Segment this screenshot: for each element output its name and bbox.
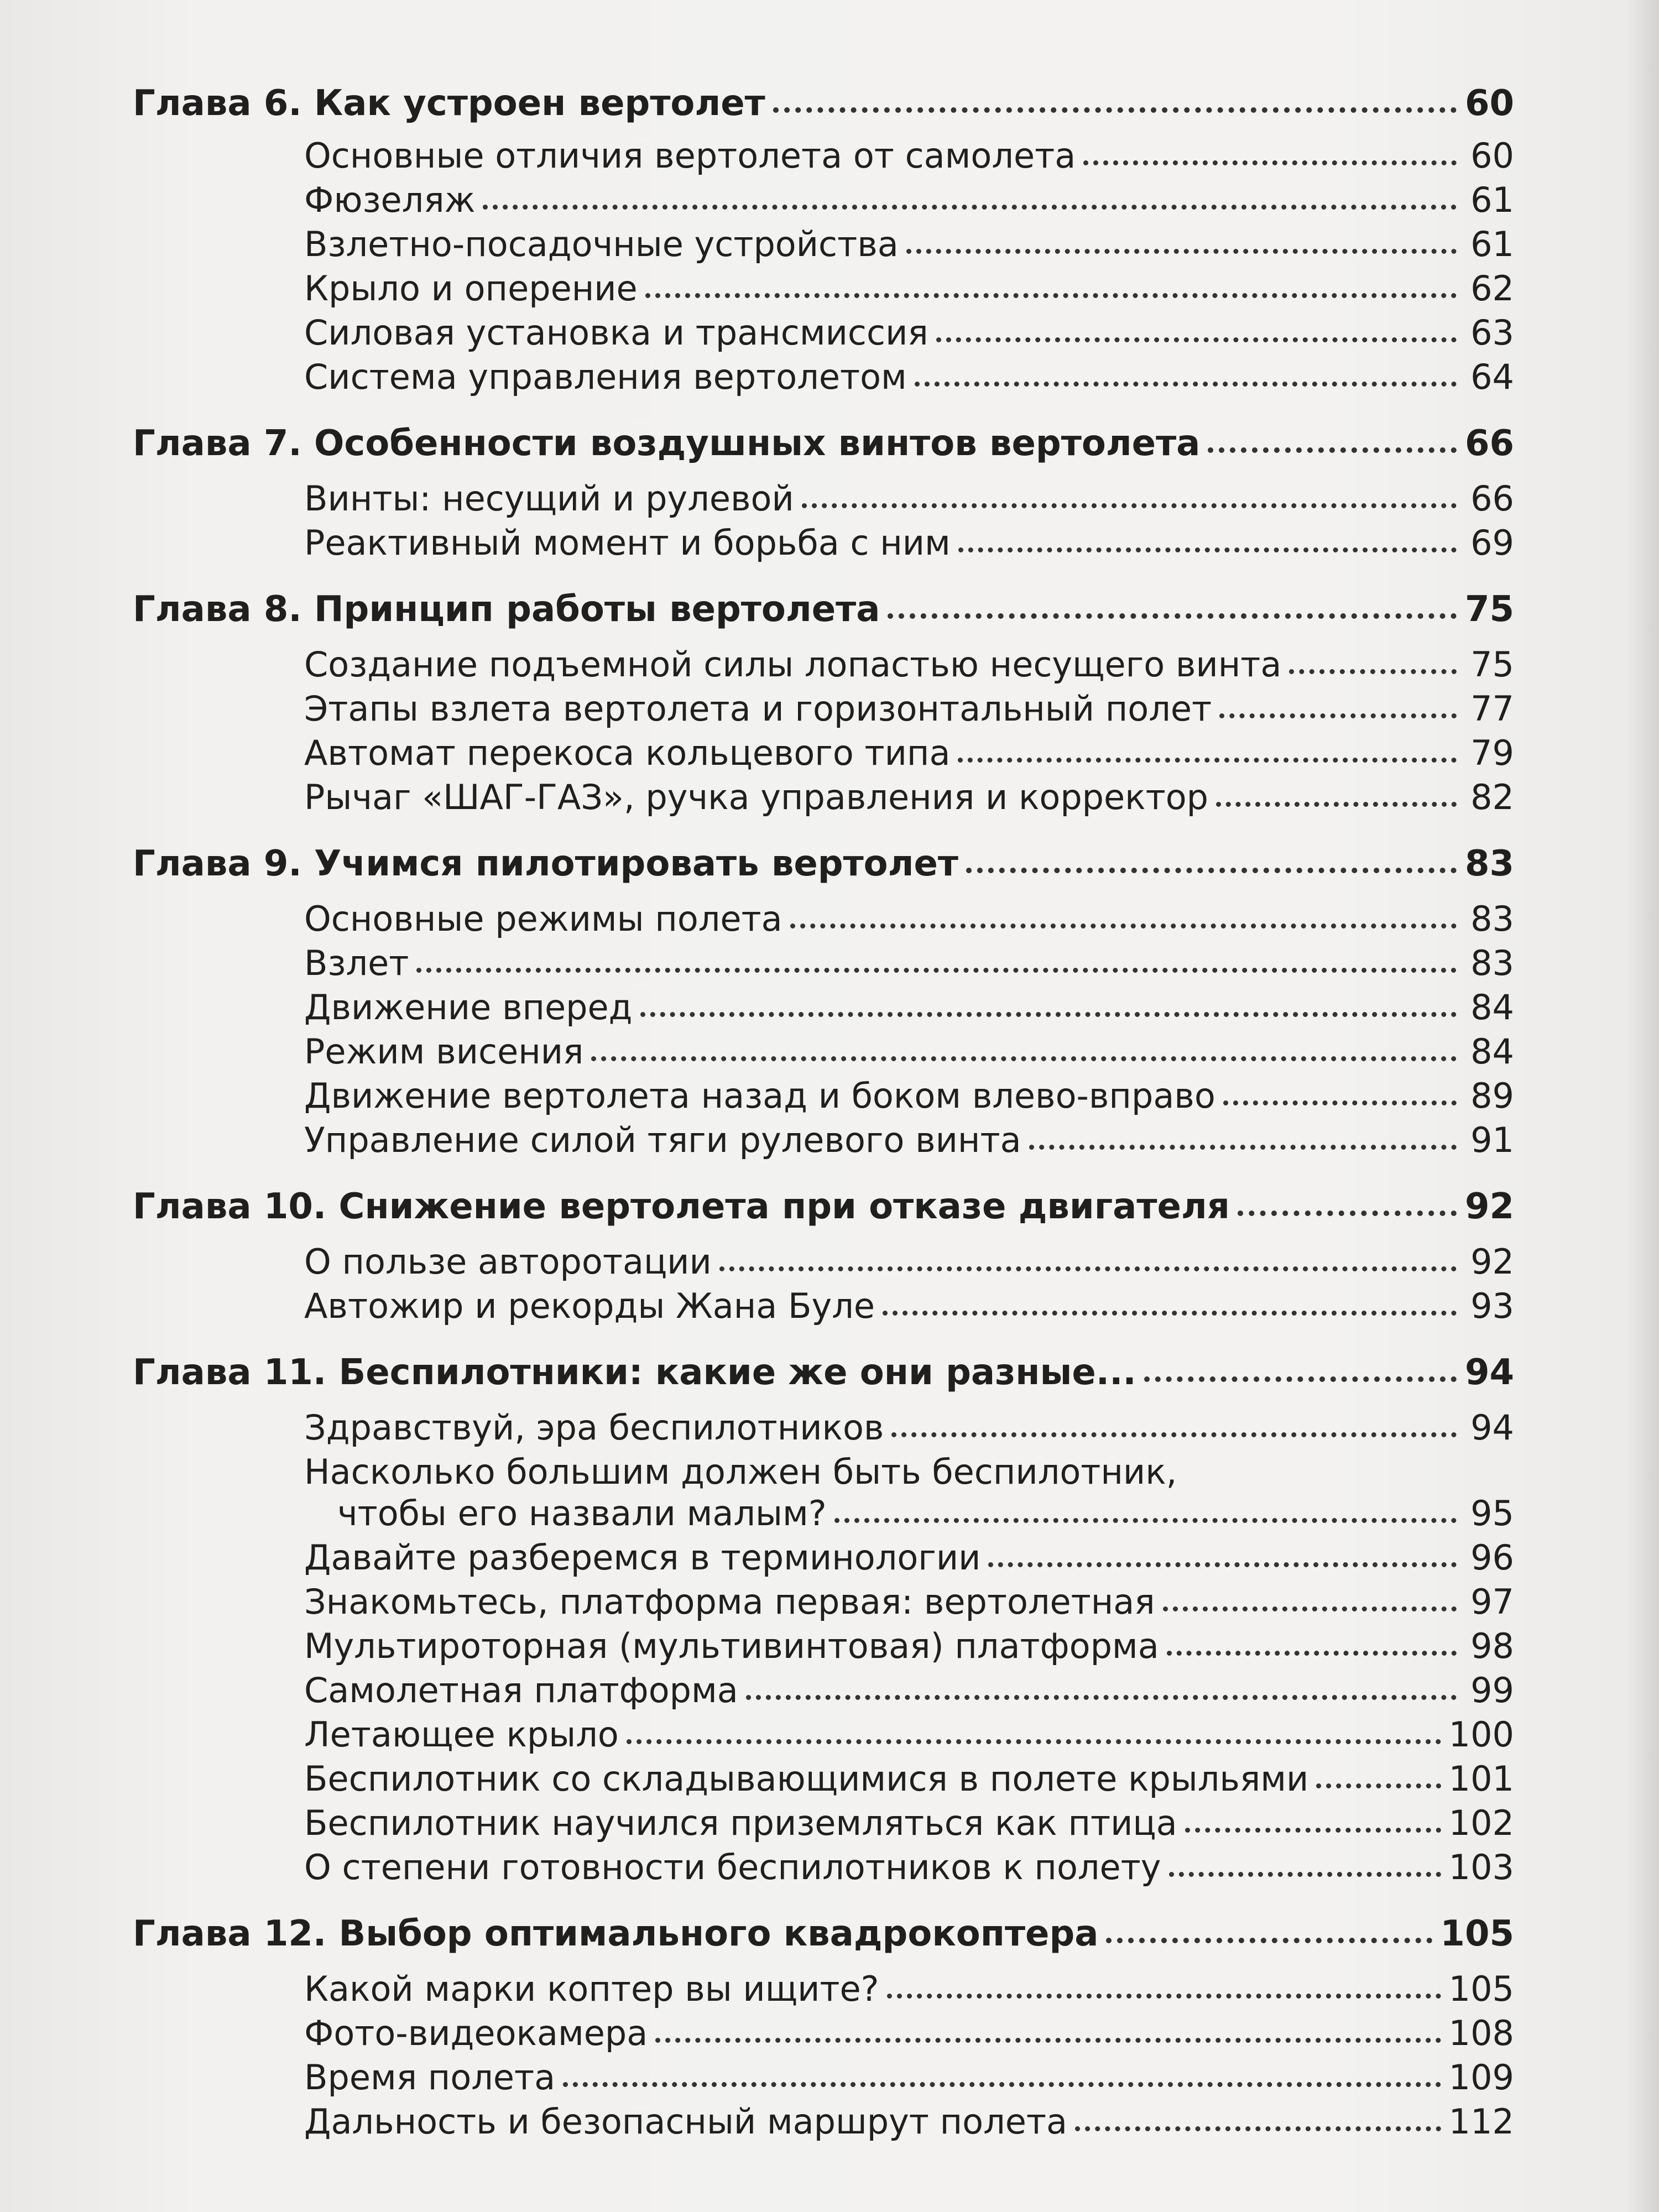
page-number: 108 [1448, 2013, 1514, 2053]
section-title: Знакомьтесь, платформа первая: вертолетная [304, 1582, 1155, 1622]
section-title: Управление силой тяги рулевого винта [304, 1120, 1021, 1160]
dot-leader [1185, 1828, 1441, 1833]
section-title: Система управления вертолетом [304, 357, 907, 397]
section-title: Мультироторная (мультивинтовая) платформа [304, 1626, 1159, 1666]
toc-section-row [304, 777, 1514, 827]
toc-section-row [304, 1969, 1514, 2018]
toc-chapter-row [133, 843, 1514, 893]
toc-section-row [304, 1241, 1514, 1291]
page-number: 96 [1470, 1537, 1514, 1578]
page-number: 63 [1470, 312, 1514, 353]
dot-leader [1167, 1651, 1457, 1656]
dot-leader [1289, 669, 1457, 674]
page-number: 84 [1470, 987, 1514, 1027]
dot-leader [719, 1266, 1457, 1271]
chapter-title: Глава 7. Особенности воздушных винтов вертолета [133, 423, 1201, 464]
toc-section-row [304, 943, 1514, 993]
toc-chapter-row [133, 1352, 1514, 1402]
dot-leader [416, 968, 1457, 973]
toc-section-row [304, 1537, 1514, 1587]
dot-leader [1208, 447, 1457, 453]
dot-leader [1223, 1100, 1457, 1105]
page-number: 69 [1470, 523, 1514, 563]
toc-section-row [304, 1031, 1514, 1081]
toc-section-row [304, 1076, 1514, 1125]
page-number: 100 [1448, 1714, 1514, 1755]
toc-section-row [304, 1582, 1514, 1631]
dot-leader [1216, 802, 1457, 807]
section-title: Какой марки коптер вы ищите? [304, 1969, 879, 2009]
page-number: 75 [1464, 589, 1514, 630]
dot-leader [645, 293, 1457, 298]
page-number: 66 [1470, 478, 1514, 519]
page-number: 102 [1448, 1803, 1514, 1843]
chapter-title: Глава 11. Беспилотники: какие же они разные... [133, 1352, 1136, 1393]
dot-leader [1163, 1606, 1457, 1611]
toc-section-row [304, 733, 1514, 782]
chapter-title: Глава 6. Как устроен вертолет [133, 83, 765, 124]
page-number: 109 [1448, 2057, 1514, 2098]
section-title: Автожир и рекорды Жана Буле [304, 1286, 875, 1326]
page-number: 92 [1470, 1241, 1514, 1282]
page-number: 94 [1470, 1407, 1514, 1448]
dot-leader [887, 1994, 1441, 1999]
dot-leader [936, 337, 1457, 342]
dot-leader [958, 547, 1457, 552]
dot-leader [1238, 1211, 1457, 1216]
chapter-title: Глава 10. Снижение вертолета при отказе двигателя [133, 1186, 1230, 1227]
page-number: 105 [1448, 1969, 1514, 2009]
toc-section-row [304, 1847, 1514, 1897]
toc-section-row [304, 268, 1514, 318]
section-title: Реактивный момент и борьба с ним [304, 523, 951, 563]
dot-leader [988, 1562, 1457, 1567]
toc-section-row [304, 688, 1514, 738]
toc-section-row [304, 987, 1514, 1037]
page-number: 89 [1470, 1076, 1514, 1116]
dot-leader [640, 1012, 1457, 1017]
section-title: О степени готовности беспилотников к полету [304, 1847, 1161, 1887]
page-number: 61 [1470, 180, 1514, 220]
page-number: 101 [1448, 1759, 1514, 1799]
toc-section-row [304, 478, 1514, 528]
toc-section-row [337, 1493, 1514, 1543]
section-title: Основные режимы полета [304, 899, 782, 939]
dot-leader [1029, 1145, 1457, 1150]
dot-leader [773, 107, 1457, 113]
toc-chapter-row [133, 589, 1514, 639]
page-number: 79 [1470, 733, 1514, 773]
dot-leader [1106, 1938, 1432, 1943]
dot-leader [834, 1518, 1457, 1523]
page-number: 92 [1464, 1186, 1514, 1227]
toc-section-row [304, 2101, 1514, 2151]
section-title: Движение вертолета назад и боком влево-вправо [304, 1076, 1215, 1116]
page-number: 97 [1470, 1582, 1514, 1622]
dot-leader [883, 1311, 1457, 1316]
page-number: 83 [1470, 899, 1514, 939]
section-title: Взлетно-посадочные устройства [304, 224, 899, 264]
toc-section-row [304, 899, 1514, 948]
section-title: Создание подъемной силы лопастью несущего винта [304, 644, 1282, 685]
dot-leader [802, 503, 1457, 508]
toc-section-row [304, 312, 1514, 362]
toc-section-row [304, 1714, 1514, 1764]
toc-chapter-row [133, 1913, 1514, 1963]
chapter-title: Глава 8. Принцип работы вертолета [133, 589, 880, 630]
dot-leader [627, 1739, 1441, 1744]
toc-section-row [304, 180, 1514, 229]
dot-leader [958, 758, 1457, 763]
dot-leader [906, 249, 1457, 254]
page-number: 61 [1470, 224, 1514, 264]
page-number: 83 [1464, 843, 1514, 884]
dot-leader [483, 205, 1457, 210]
section-title: Режим висения [304, 1031, 584, 1072]
dot-leader [1083, 160, 1457, 165]
section-title: Беспилотник научился приземляться как птица [304, 1803, 1177, 1843]
toc-section-row [304, 357, 1514, 406]
dot-leader [1219, 713, 1457, 718]
toc-section-row [304, 644, 1514, 694]
page-number: 82 [1470, 777, 1514, 817]
toc-section-row [304, 224, 1514, 274]
toc-section-row [304, 523, 1514, 572]
dot-leader [891, 1432, 1457, 1437]
dot-leader [563, 2082, 1441, 2087]
dot-leader [1144, 1376, 1457, 1382]
page-number: 83 [1470, 943, 1514, 983]
section-title: Фото-видеокамера [304, 2013, 648, 2053]
section-title: чтобы его назвали малым? [337, 1493, 827, 1533]
section-title: Дальность и безопасный маршрут полета [304, 2101, 1067, 2142]
page-number: 66 [1464, 423, 1514, 464]
section-title: Летающее крыло [304, 1714, 619, 1755]
section-title: Фюзеляж [304, 180, 476, 220]
toc-section-row [304, 135, 1514, 185]
page-number: 94 [1464, 1352, 1514, 1393]
section-title: Рычаг «ШАГ-ГАЗ», ручка управления и корректор [304, 777, 1209, 817]
toc-chapter-row [133, 423, 1514, 473]
section-title: О пользе авторотации [304, 1241, 712, 1282]
dot-leader [746, 1695, 1457, 1700]
page-number: 95 [1470, 1493, 1514, 1533]
toc-section-row [304, 1670, 1514, 1720]
page-number: 99 [1470, 1670, 1514, 1710]
toc-section-row [304, 1286, 1514, 1335]
section-title: Силовая установка и трансмиссия [304, 312, 928, 353]
page-number: 91 [1470, 1120, 1514, 1160]
dot-leader [966, 868, 1457, 873]
toc-section-row [304, 1120, 1514, 1170]
dot-leader [790, 924, 1457, 928]
section-title: Автомат перекоса кольцевого типа [304, 733, 951, 773]
page-number: 60 [1464, 83, 1514, 124]
toc-chapter-row [133, 83, 1514, 133]
page-number: 84 [1470, 1031, 1514, 1072]
section-title: Давайте разберемся в терминологии [304, 1537, 981, 1578]
page-number: 77 [1470, 688, 1514, 729]
chapter-title: Глава 12. Выбор оптимального квадрокоптера [133, 1913, 1099, 1954]
dot-leader [655, 2038, 1441, 2043]
section-title: Время полета [304, 2057, 556, 2098]
page-number: 60 [1470, 135, 1514, 176]
toc-section-row [304, 1626, 1514, 1676]
section-title: Насколько большим должен быть беспилотник, [304, 1452, 1177, 1492]
page-number: 105 [1440, 1913, 1514, 1954]
dot-leader [888, 613, 1457, 619]
dot-leader [915, 382, 1457, 387]
section-title: Крыло и оперение [304, 268, 638, 309]
toc-section-row [304, 1759, 1514, 1808]
dot-leader [591, 1056, 1457, 1061]
page-number: 103 [1448, 1847, 1514, 1887]
toc-section-row [304, 2057, 1514, 2107]
section-title: Самолетная платформа [304, 1670, 738, 1710]
section-title: Винты: несущий и рулевой [304, 478, 794, 519]
dot-leader [1316, 1783, 1441, 1788]
toc-section-row [304, 1803, 1514, 1853]
section-title: Основные отличия вертолета от самолета [304, 135, 1076, 176]
page-number: 98 [1470, 1626, 1514, 1666]
section-title: Движение вперед [304, 987, 633, 1027]
chapter-title: Глава 9. Учимся пилотировать вертолет [133, 843, 958, 884]
page-number: 64 [1470, 357, 1514, 397]
page-number: 62 [1470, 268, 1514, 309]
page-number: 75 [1470, 644, 1514, 685]
dot-leader [1169, 1872, 1441, 1877]
toc-section-row [304, 2013, 1514, 2063]
toc-section-row [304, 1407, 1514, 1457]
page-number: 112 [1448, 2101, 1514, 2142]
dot-leader [1075, 2126, 1441, 2131]
section-title: Здравствуй, эра беспилотников [304, 1407, 884, 1448]
section-title: Этапы взлета вертолета и горизонтальный полет [304, 688, 1212, 729]
page-number: 93 [1470, 1286, 1514, 1326]
section-title: Беспилотник со складывающимися в полете крыльями [304, 1759, 1309, 1799]
section-title: Взлет [304, 943, 409, 983]
toc-chapter-row [133, 1186, 1514, 1236]
